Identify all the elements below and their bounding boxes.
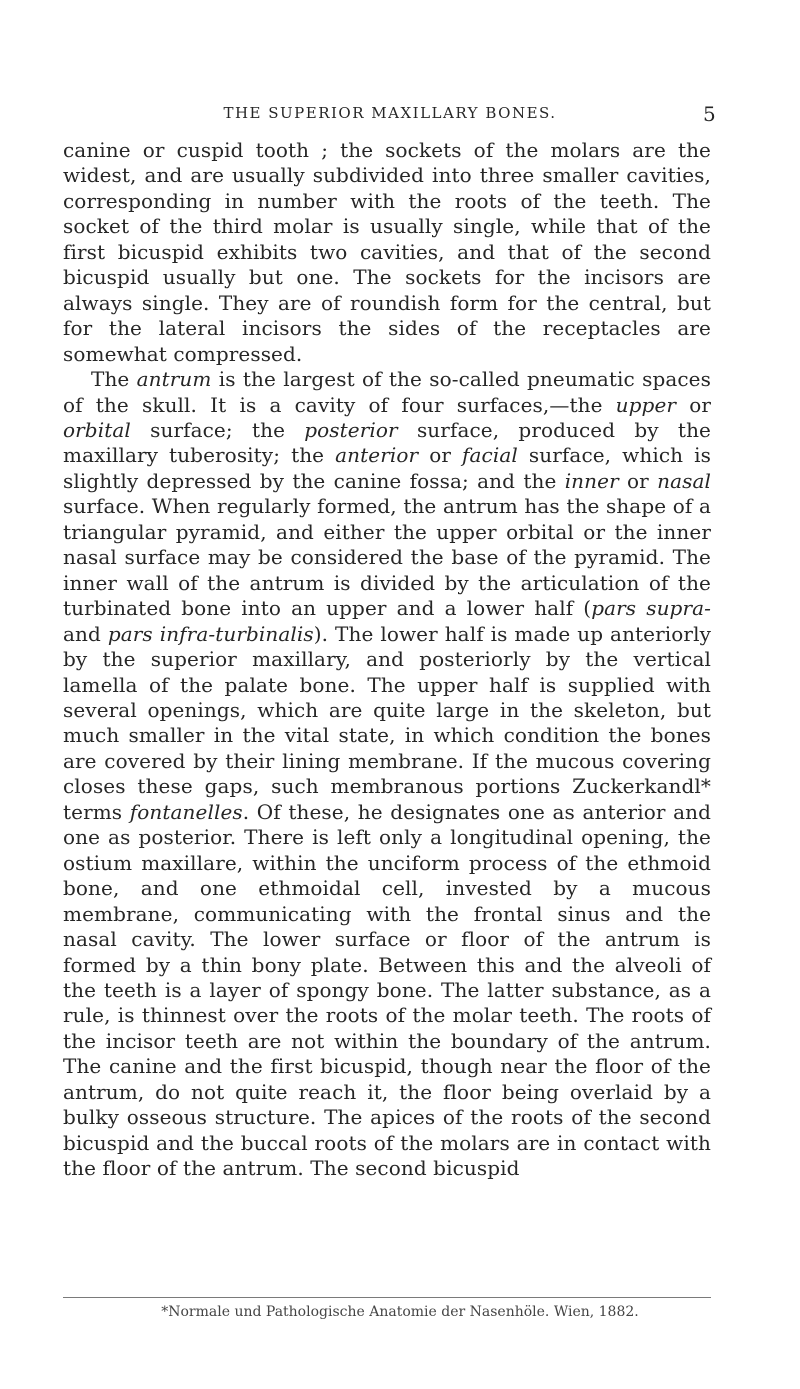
term-pars-supra: pars supra-	[591, 596, 711, 621]
paragraph-1: canine or cuspid tooth ; the sockets of the molars are the widest, and are usually subdivided into three smaller cavities, corresponding in number with the roots of the teeth. The socket of the third molar is usually single, while that of the first bicuspid exhibits two cavities, and that of the second bicuspid usually but one. The sockets for the incisors are always single. They are of roundish form for the central, but for the lateral incisors the sides of the receptacles are somewhat compressed.	[63, 138, 711, 366]
term-upper: upper	[615, 392, 677, 417]
term-posterior: posterior	[304, 417, 398, 442]
term-pars-infra: pars infra-turbinalis	[107, 621, 314, 646]
page-number: 5	[703, 102, 716, 126]
footnote-rule	[63, 1297, 711, 1298]
term-fontanelles: fontanelles	[129, 799, 243, 824]
term-inner: inner	[564, 468, 619, 493]
body-text	[63, 138, 711, 1182]
running-title: THE SUPERIOR MAXILLARY BONES.	[223, 104, 557, 122]
term-nasal: nasal	[657, 468, 712, 493]
term-facial: facial	[462, 443, 518, 468]
page-header	[0, 104, 800, 132]
paragraph-2: The antrum is the largest of the so-called pneumatic spaces of the skull. It is a cavity of four surfaces,—the upper or orbital surface; the posterior surface, produced by the maxillary tuberosity; the anterior or facial surface, which is slightly depressed by the canine fossa; and the inner or nasal surface. When regularly formed, the antrum has the shape of a triangular pyramid, and either the upper orbital or the inner nasal surface may be considered the base of the pyramid. The inner wall of the antrum is divided by the articulation of the turbinated bone into an upper and a lower half (pars supra- and pars infra-turbinalis). The lower half is made up anteriorly by the superior maxillary, and posteriorly by the vertical lamella of the palate bone. The upper half is supplied with several openings, which are quite large in the skeleton, but much smaller in the vital state, in which condition the bones are covered by their lining membrane. If the mucous covering closes these gaps, such membranous portions Zuckerkandl* terms fontanelles. Of these, he designates one as anterior and one as posterior. There is left only a longitudinal opening, the ostium maxillare, within the unciform process of the ethmoid bone, and one ethmoidal cell, invested by a mucous membrane, communicating with the frontal sinus and the nasal cavity. The lower surface or floor of the antrum is formed by a thin bony plate. Between this and the alveoli of the teeth is a layer of spongy bone. The latter substance, as a rule, is thinnest over the roots of the molar teeth. The roots of the incisor teeth are not within the boundary of the antrum. The canine and the first bicuspid, though near the floor of the antrum, do not quite reach it, the floor being overlaid by a bulky osseous structure. The apices of the roots of the second bicuspid and the buccal roots of the molars are in contact with the floor of the antrum. The second bicuspid	[63, 367, 712, 1181]
term-anterior: anterior	[335, 443, 419, 468]
term-orbital: orbital	[63, 417, 131, 442]
footnote: *Normale und Pathologische Anatomie der Nasenhöle. Wien, 1882.	[161, 1304, 639, 1320]
term-antrum: antrum	[136, 367, 212, 392]
